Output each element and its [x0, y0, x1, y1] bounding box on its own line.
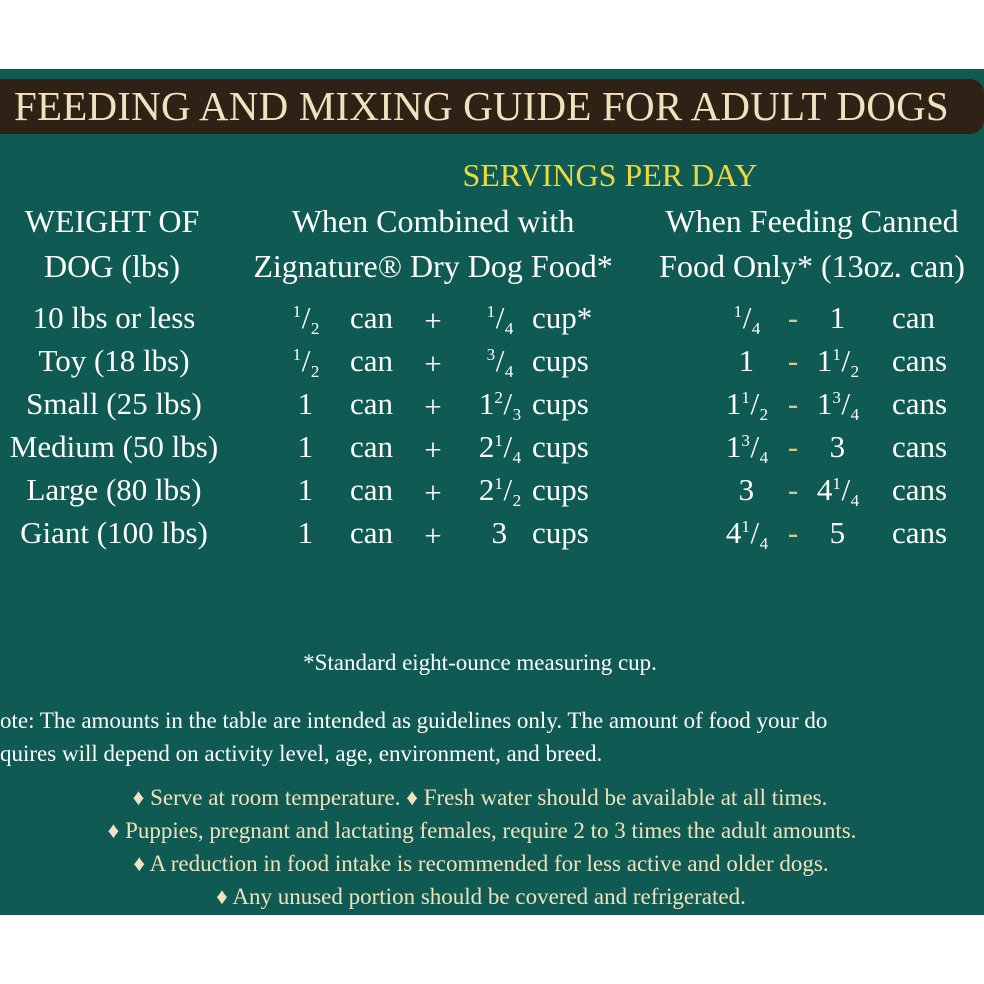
- canned-unit: cans: [892, 429, 948, 464]
- fraction-slash: /: [841, 343, 851, 378]
- footnote: *Standard eight-ounce measuring cup.: [303, 650, 657, 675]
- denominator: 4: [850, 404, 860, 424]
- fraction-slash: /: [495, 343, 505, 378]
- bullet-unused-portion: ♦ Any unused portion should be covered and refrigerated.: [216, 884, 746, 909]
- range-dash: -: [787, 429, 799, 464]
- servings-heading: SERVINGS PER DAY: [462, 157, 758, 193]
- combined-header-line1: When Combined with: [291, 203, 575, 239]
- dog-weight: Toy (18 lbs): [38, 343, 190, 378]
- can-unit: can: [350, 429, 394, 464]
- cup-unit: cups: [532, 429, 589, 464]
- cup-unit: cups: [532, 386, 589, 421]
- can-unit: can: [350, 300, 394, 335]
- whole-part: 2: [478, 429, 495, 464]
- numerator: 1: [741, 516, 750, 536]
- canned-min: [726, 514, 768, 552]
- page-title: FEEDING AND MIXING GUIDE FOR ADULT DOGS: [14, 83, 949, 129]
- canned-max: [830, 428, 847, 466]
- numerator: 1: [494, 473, 503, 493]
- whole-part: 3: [491, 515, 508, 550]
- whole-part: 1: [816, 343, 833, 378]
- canned-min: [726, 428, 768, 466]
- canned-header-line2: Food Only* (13oz. can): [659, 248, 965, 284]
- denominator: 2: [850, 361, 860, 381]
- plus-sign: +: [424, 518, 442, 553]
- numerator: 1: [292, 301, 302, 321]
- fraction-slash: /: [750, 515, 760, 550]
- canned-max: [817, 471, 859, 509]
- whole-part: 2: [478, 472, 495, 507]
- plus-sign: +: [424, 432, 442, 467]
- canned-unit: cans: [892, 515, 948, 550]
- whole-part: 1: [738, 343, 755, 378]
- denominator: 4: [759, 533, 769, 553]
- dog-weight: Giant (100 lbs): [20, 515, 208, 550]
- cup-unit: cups: [532, 515, 589, 550]
- canned-min: [726, 385, 768, 423]
- can-unit: can: [350, 515, 394, 550]
- denominator: 4: [759, 447, 769, 467]
- denominator: 4: [512, 447, 522, 467]
- whole-part: 1: [725, 429, 742, 464]
- numerator: 1: [832, 344, 841, 364]
- fraction-slash: /: [742, 300, 752, 335]
- denominator: 4: [751, 318, 761, 338]
- canned-header-line1: When Feeding Canned: [665, 203, 959, 239]
- fraction-slash: /: [503, 472, 513, 507]
- dog-weight: 10 lbs or less: [32, 300, 196, 335]
- whole-part: 1: [297, 515, 314, 550]
- plus-sign: +: [424, 475, 442, 510]
- whole-part: 1: [297, 429, 314, 464]
- dog-weight: Small (25 lbs): [26, 386, 202, 421]
- denominator: 4: [850, 490, 860, 510]
- can-amount: [298, 385, 315, 423]
- fraction-slash: /: [301, 300, 311, 335]
- canned-min: [734, 299, 761, 337]
- weight-header-line1: WEIGHT OF: [24, 203, 200, 239]
- fraction-slash: /: [301, 343, 311, 378]
- cup-amount: [479, 385, 521, 423]
- cup-unit: cup*: [532, 300, 593, 335]
- whole-part: 4: [816, 472, 833, 507]
- can-amount: [298, 471, 315, 509]
- cup-amount: [487, 299, 514, 337]
- dog-weight: Medium (50 lbs): [9, 429, 219, 464]
- fraction-slash: /: [841, 386, 851, 421]
- cup-unit: cups: [532, 472, 589, 507]
- numerator: 3: [486, 344, 496, 364]
- can-unit: can: [350, 386, 394, 421]
- note-line2: quires will depend on activity level, age, environment, and breed.: [0, 741, 603, 766]
- fraction-slash: /: [750, 386, 760, 421]
- denominator: 2: [310, 318, 320, 338]
- bullet-reduction: ♦ A reduction in food intake is recommended for less active and older dogs.: [133, 851, 829, 876]
- numerator: 1: [733, 301, 743, 321]
- whole-part: 1: [297, 472, 314, 507]
- canned-unit: cans: [892, 386, 948, 421]
- range-dash: -: [787, 472, 799, 507]
- whole-part: 1: [478, 386, 495, 421]
- fraction-slash: /: [495, 300, 505, 335]
- whole-part: 3: [829, 429, 846, 464]
- can-amount: [293, 342, 320, 380]
- feeding-guide-panel: [0, 69, 984, 915]
- whole-part: 3: [738, 472, 755, 507]
- canned-max: [817, 385, 859, 423]
- fraction-slash: /: [841, 472, 851, 507]
- plus-sign: +: [424, 346, 442, 381]
- canned-unit: cans: [892, 343, 948, 378]
- cup-amount: [487, 342, 514, 380]
- range-dash: -: [787, 386, 799, 421]
- denominator: 4: [504, 361, 514, 381]
- cup-amount: [492, 514, 509, 552]
- canned-max: [817, 342, 859, 380]
- range-dash: -: [787, 515, 799, 550]
- range-dash: -: [787, 300, 799, 335]
- bullet-temperature-water: ♦ Serve at room temperature. ♦ Fresh water should be available at all times.: [132, 785, 828, 810]
- whole-part: 1: [829, 300, 846, 335]
- numerator: 1: [292, 344, 302, 364]
- numerator: 1: [494, 430, 503, 450]
- canned-min: [739, 471, 756, 509]
- whole-part: 5: [829, 515, 846, 550]
- fraction-slash: /: [503, 429, 513, 464]
- title-bar: [0, 79, 984, 134]
- cup-unit: cups: [532, 343, 589, 378]
- numerator: 3: [832, 387, 841, 407]
- weight-header-line2: DOG (lbs): [44, 248, 180, 284]
- plus-sign: +: [424, 303, 442, 338]
- canned-unit: cans: [892, 472, 948, 507]
- numerator: 1: [832, 473, 841, 493]
- combined-header-line2: Zignature® Dry Dog Food*: [253, 248, 613, 284]
- note-line1: ote: The amounts in the table are intended as guidelines only. The amount of food your do: [0, 708, 828, 733]
- bullet-puppies: ♦ Puppies, pregnant and lactating females, require 2 to 3 times the adult amounts.: [107, 818, 857, 843]
- whole-part: 1: [816, 386, 833, 421]
- plus-sign: +: [424, 389, 442, 424]
- numerator: 1: [486, 301, 496, 321]
- can-unit: can: [350, 472, 394, 507]
- whole-part: 4: [725, 515, 742, 550]
- can-amount: [293, 299, 320, 337]
- range-dash: -: [787, 343, 799, 378]
- whole-part: 1: [297, 386, 314, 421]
- can-amount: [298, 514, 315, 552]
- whole-part: 1: [725, 386, 742, 421]
- can-amount: [298, 428, 315, 466]
- canned-unit: can: [892, 300, 936, 335]
- cup-amount: [479, 471, 521, 509]
- canned-max: [830, 514, 847, 552]
- cup-amount: [479, 428, 521, 466]
- denominator: 2: [759, 404, 769, 424]
- denominator: 4: [504, 318, 514, 338]
- numerator: 3: [741, 430, 750, 450]
- denominator: 2: [310, 361, 320, 381]
- can-unit: can: [350, 343, 394, 378]
- canned-max: [830, 299, 847, 337]
- dog-weight: Large (80 lbs): [26, 472, 202, 507]
- numerator: 2: [494, 387, 503, 407]
- denominator: 2: [512, 490, 522, 510]
- canned-min: [739, 342, 756, 380]
- numerator: 1: [741, 387, 750, 407]
- fraction-slash: /: [750, 429, 760, 464]
- denominator: 3: [512, 404, 522, 424]
- fraction-slash: /: [503, 386, 513, 421]
